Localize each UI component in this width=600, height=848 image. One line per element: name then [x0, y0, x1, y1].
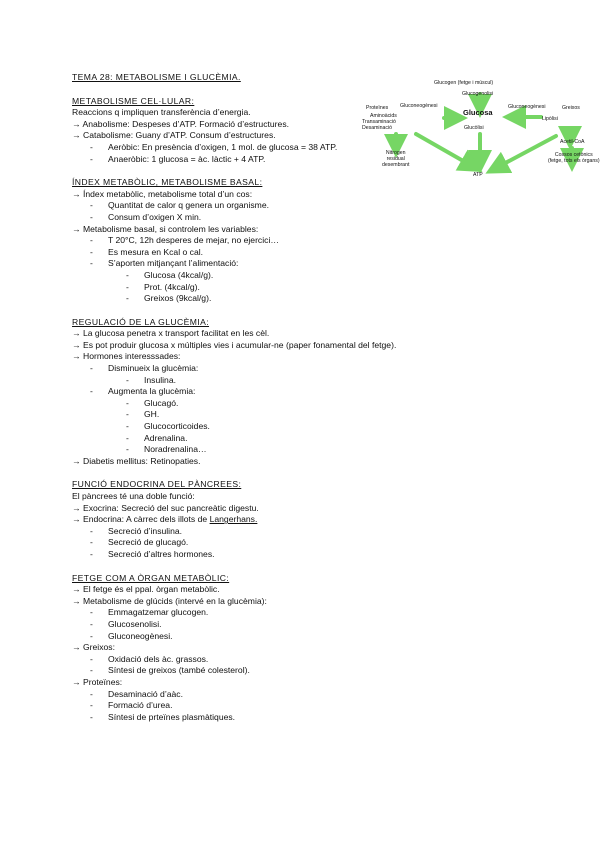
- list-item: [72, 456, 372, 468]
- dash-bullet: -: [126, 269, 129, 280]
- list-item: [72, 375, 372, 387]
- dash-bullet: -: [126, 421, 129, 432]
- dash-bullet: -: [126, 293, 129, 304]
- list-item: [72, 584, 372, 596]
- list-item: [72, 351, 372, 363]
- list-item-text: T 20°C, 12h desperes de mejar, no ejercici…: [108, 235, 279, 246]
- dash-bullet: -: [90, 258, 93, 269]
- list-item: [72, 654, 372, 666]
- dash-bullet: -: [90, 246, 93, 257]
- label-transaminacio: Transaminació: [362, 119, 396, 125]
- list-item-text: → Es pot produir glucosa x múltiples vies i acumular-ne (paper fonamental del fetge).: [72, 339, 397, 350]
- list-item: [72, 328, 372, 340]
- list-item: [72, 339, 397, 352]
- list-item: [72, 689, 372, 701]
- list-item-text: Secreció d’altres hormones.: [108, 548, 215, 559]
- section-heading: ÍNDEX METABÒLIC, METABOLISME BASAL:: [72, 177, 263, 188]
- list-item-text: → Proteïnes:: [72, 676, 123, 687]
- list-item-text: Adrenalina.: [144, 432, 188, 443]
- list-item: [72, 282, 372, 294]
- dash-bullet: -: [126, 444, 129, 455]
- list-item-text: → Hormones interesssades:: [72, 351, 181, 362]
- list-item: [72, 224, 372, 236]
- section-heading: REGULACIÓ DE LA GLUCÈMIA:: [72, 316, 210, 327]
- label-cossos-cetonics: Cossos cetònics (fetge, tots els òrgans): [548, 152, 600, 164]
- list-item-text: GH.: [144, 409, 160, 420]
- list-item-text: Consum d’oxigen X min.: [108, 211, 202, 222]
- dash-bullet: -: [90, 711, 93, 722]
- dash-bullet: -: [90, 665, 93, 676]
- label-glycogen: Glucogen (fetge i múscul): [434, 80, 494, 86]
- list-item-text: Insulina.: [144, 374, 177, 385]
- section-heading: METABOLISME CEL·LULAR:: [72, 95, 195, 106]
- section-heading: FUNCIÓ ENDOCRINA DEL PÀNCREES:: [72, 479, 242, 490]
- dash-bullet: -: [90, 525, 93, 536]
- underlined-term: Langerhans.: [209, 514, 258, 525]
- list-item-text: El pàncrees té una doble funció:: [72, 491, 195, 501]
- label-glucosa: Glucosa: [463, 108, 493, 117]
- label-greixos: Greixos: [562, 105, 580, 111]
- list-item: [72, 258, 372, 270]
- dash-bullet: -: [90, 548, 93, 559]
- label-aminoacids: Aminoàcids: [370, 113, 397, 119]
- label-acetil-coa: Acetil-CoA: [560, 139, 585, 145]
- dash-bullet: -: [90, 211, 93, 222]
- dash-bullet: -: [90, 386, 93, 397]
- arrow-proteins-atp: [416, 134, 472, 166]
- list-item: [72, 596, 372, 608]
- list-item-text: → La glucosa penetra x transport facilitat en les cèl.: [72, 328, 270, 339]
- list-item: [72, 421, 372, 433]
- label-glucolisi: Glucòlisi: [464, 125, 484, 131]
- list-item: [72, 130, 372, 142]
- section-gap: [72, 165, 372, 177]
- list-item: [72, 444, 372, 456]
- metabolism-diagram: [356, 76, 600, 186]
- dash-bullet: -: [90, 537, 93, 548]
- list-item-text: Aeròbic: En presència d’oxigen, 1 mol. de glucosa = 38 ATP.: [108, 141, 338, 152]
- dash-bullet: -: [90, 607, 93, 618]
- dash-bullet: -: [90, 700, 93, 711]
- list-item-text: → El fetge és el ppal. òrgan metabòlic.: [72, 584, 220, 595]
- list-item: [72, 409, 372, 421]
- list-item: [72, 293, 372, 305]
- list-item: [72, 363, 372, 375]
- dash-bullet: -: [126, 409, 129, 420]
- list-item-text: Reaccions q impliquen transferència d’energia.: [72, 107, 251, 118]
- dash-bullet: -: [90, 200, 93, 211]
- list-item: [72, 247, 372, 259]
- list-item-text: → Exocrina: Secreció del suc pancreàtic digestu.: [72, 502, 259, 513]
- list-item-text: → Anabolisme: Despeses d’ATP. Formació d’estructures.: [72, 118, 290, 129]
- list-item: [72, 514, 372, 526]
- label-atp: ATP: [473, 172, 483, 178]
- list-item-text: Síntesi de greixos (també colesterol).: [108, 665, 250, 676]
- label-glucogenolisi: Glucogenolisi: [462, 91, 494, 97]
- dash-bullet: -: [126, 397, 129, 408]
- list-item-text: Anaeròbic: 1 glucosa = àc. làctic + 4 ATP.: [108, 153, 266, 164]
- list-item-text: Glucosa (4kcal/g).: [144, 269, 214, 280]
- label-gluconeogenesi-left: Gluconeogènesi: [400, 103, 438, 109]
- list-item-text: Glucagó.: [144, 397, 179, 408]
- list-item: [72, 700, 372, 712]
- list-item: [72, 665, 372, 677]
- list-item: [72, 386, 372, 398]
- list-item-text: Síntesi de prteïnes plasmàtiques.: [108, 711, 236, 722]
- list-item-text: → Índex metabòlic, metabolisme total d’un cos:: [72, 188, 253, 199]
- label-proteins: Proteïnes: [366, 105, 389, 111]
- list-item-text: Glucosenolisi.: [108, 618, 162, 629]
- list-item: [72, 631, 372, 643]
- list-item-text: Glucocorticoides.: [144, 421, 210, 432]
- dash-bullet: -: [90, 618, 93, 629]
- section-gap: [72, 561, 372, 573]
- list-item: [72, 107, 372, 119]
- section-gap: [72, 305, 372, 317]
- section-gap: [72, 467, 372, 479]
- list-item-text: S’aporten mitjançant l’alimentació:: [108, 258, 239, 269]
- list-item: [72, 503, 372, 515]
- list-item-text: Formació d’urea.: [108, 700, 173, 711]
- list-item-text: → Greixos:: [72, 642, 115, 653]
- label-gluconeogenesi-right: Gluconeogènesi: [508, 104, 546, 110]
- list-item: [72, 712, 372, 724]
- page-title: TEMA 28: METABOLISME I GLUCÈMIA.: [72, 72, 241, 82]
- list-item: [72, 212, 372, 224]
- list-item-text: Greixos (9kcal/g).: [144, 293, 212, 304]
- dash-bullet: -: [90, 153, 93, 164]
- list-item-text: Es mesura en Kcal o cal.: [108, 246, 204, 257]
- list-item: [72, 189, 372, 201]
- list-item-text: Prot. (4kcal/g).: [144, 281, 200, 292]
- list-item: [72, 642, 372, 654]
- list-item-text: Oxidació dels àc. grassos.: [108, 653, 209, 664]
- list-item: [72, 398, 372, 410]
- list-item: [72, 491, 372, 503]
- section-heading: FETGE COM A ÒRGAN METABÒLIC:: [72, 572, 230, 583]
- list-item-text: Augmenta la glucèmia:: [108, 386, 196, 397]
- list-item: [72, 200, 372, 212]
- list-item: [72, 537, 372, 549]
- list-item: [72, 526, 372, 538]
- list-item: [72, 433, 372, 445]
- list-item-text: Secreció d’insulina.: [108, 525, 183, 536]
- list-item-text: Secreció de glucagó.: [108, 537, 189, 548]
- dash-bullet: -: [90, 235, 93, 246]
- list-item: [72, 677, 372, 689]
- list-item: [72, 142, 372, 154]
- dash-bullet: -: [90, 630, 93, 641]
- list-item: [72, 154, 372, 166]
- list-item-text: Desaminació d’aàc.: [108, 688, 183, 699]
- list-item-text: Emmagatzemar glucogen.: [108, 607, 209, 618]
- list-item-text: → Catabolisme: Guany d’ATP. Consum d’estructures.: [72, 130, 276, 141]
- dash-bullet: -: [90, 653, 93, 664]
- list-item-text: Disminueix la glucèmia:: [108, 363, 199, 374]
- dash-bullet: -: [90, 141, 93, 152]
- list-item-text: Gluconeogènesi.: [108, 630, 173, 641]
- list-item-text: → Diabetis mellitus: Retinopaties.: [72, 455, 201, 466]
- arrow-fats-atp: [496, 136, 556, 168]
- dash-bullet: -: [90, 688, 93, 699]
- dash-bullet: -: [126, 374, 129, 385]
- list-item: [72, 119, 372, 131]
- label-desaminacio: Desaminació: [362, 125, 392, 131]
- list-item-text: → Metabolisme basal, si controlem les variables:: [72, 223, 259, 234]
- dash-bullet: -: [126, 281, 129, 292]
- label-nitrogen: Nitrogen residual desembrant: [382, 150, 410, 168]
- dash-bullet: -: [126, 432, 129, 443]
- list-item: [72, 235, 372, 247]
- list-item: [72, 607, 372, 619]
- list-item: [72, 619, 372, 631]
- label-lipolisi: Lipòlisi: [542, 116, 558, 122]
- list-item-text: → Metabolisme de glúcids (intervé en la glucèmia):: [72, 595, 267, 606]
- list-item-text: Noradrenalina…: [144, 444, 207, 455]
- list-item: [72, 549, 372, 561]
- list-item-text: → Endocrina: A càrrec dels illots de: [72, 514, 210, 525]
- list-item: [72, 270, 372, 282]
- list-item-text: Quantitat de calor q genera un organisme.: [108, 200, 269, 211]
- dash-bullet: -: [90, 363, 93, 374]
